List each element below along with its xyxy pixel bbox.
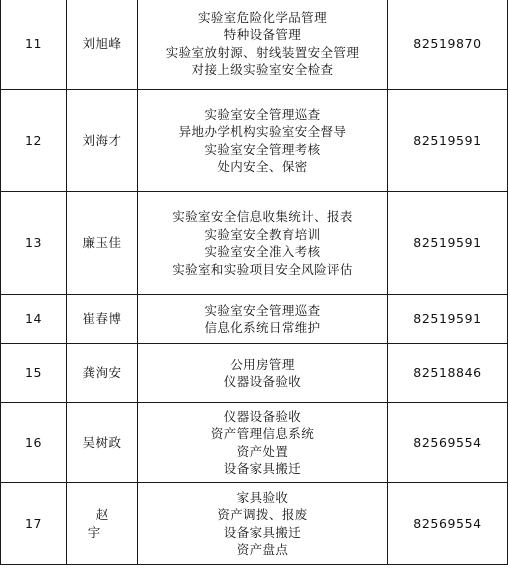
phone-number: 82569554 [388,483,508,565]
phone-number: 82519591 [388,192,508,295]
duty-item: 实验室安全教育培训 [204,226,321,242]
duty-item: 家具验收 [236,489,289,505]
duty-item: 资产调拨、报废 [217,507,308,522]
staff-name: 崔春博 [67,295,138,344]
row-number: 12 [1,90,67,192]
row-number: 11 [1,0,67,90]
duty-list [138,295,388,344]
duty-list [138,344,388,403]
duty-item: 信息化系统日常维护 [204,320,321,335]
table-row [1,0,508,90]
staff-name: 廉玉佳 [67,192,138,295]
duty-list [138,192,388,295]
duty-item: 实验室安全信息收集统计、报表 [172,209,353,224]
duty-item: 异地办学机构实验室安全督导 [178,124,347,139]
phone-number: 82569554 [388,403,508,483]
row-number: 16 [1,403,67,483]
duty-item: 实验室安全管理巡查 [204,106,321,122]
row-number: 13 [1,192,67,295]
phone-number: 82519870 [388,0,508,90]
duty-list [138,403,388,483]
staff-name: 刘海才 [67,90,138,192]
duty-item: 实验室放射源、射线装置安全管理 [165,44,360,60]
row-number: 14 [1,295,67,344]
duty-item: 仪器设备验收 [223,374,302,389]
table-row [1,403,508,483]
phone-number: 82519591 [388,90,508,192]
duty-list [138,90,388,192]
duty-item: 资产管理信息系统 [210,426,315,441]
row-number: 15 [1,344,67,403]
duty-item: 处内安全、保密 [217,159,308,174]
staff-name: 吴树政 [67,403,138,483]
duty-list [138,0,388,90]
duty-item: 实验室安全管理巡查 [204,302,321,318]
duty-item: 仪器设备验收 [223,408,302,424]
staff-name: 刘旭峰 [67,0,138,90]
table-row [1,192,508,295]
duty-item: 实验室和实验项目安全风险评估 [172,261,353,277]
duty-item: 实验室危险化学品管理 [197,9,327,25]
duty-item: 资产处置 [236,443,289,459]
duty-list [138,483,388,565]
staff-name-text: 赵宇 [87,507,125,540]
table-row [1,90,508,192]
duty-item: 设备家具搬迁 [223,461,302,476]
phone-number: 82519591 [388,295,508,344]
duty-item: 公用房管理 [230,356,295,372]
table-row [1,344,508,403]
table-row [1,483,508,565]
phone-number: 82518846 [388,344,508,403]
duty-item: 设备家具搬迁 [223,524,302,540]
duty-item: 资产盘点 [236,542,289,557]
duty-item: 特种设备管理 [223,27,302,42]
duty-item: 实验室安全管理考核 [204,141,321,157]
staff-name: 龚洵安 [67,344,138,403]
duty-item: 对接上级实验室安全检查 [191,62,334,77]
table-row [1,295,508,344]
row-number: 17 [1,483,67,565]
staff-name [67,483,138,565]
duty-item: 实验室安全准入考核 [204,244,321,259]
